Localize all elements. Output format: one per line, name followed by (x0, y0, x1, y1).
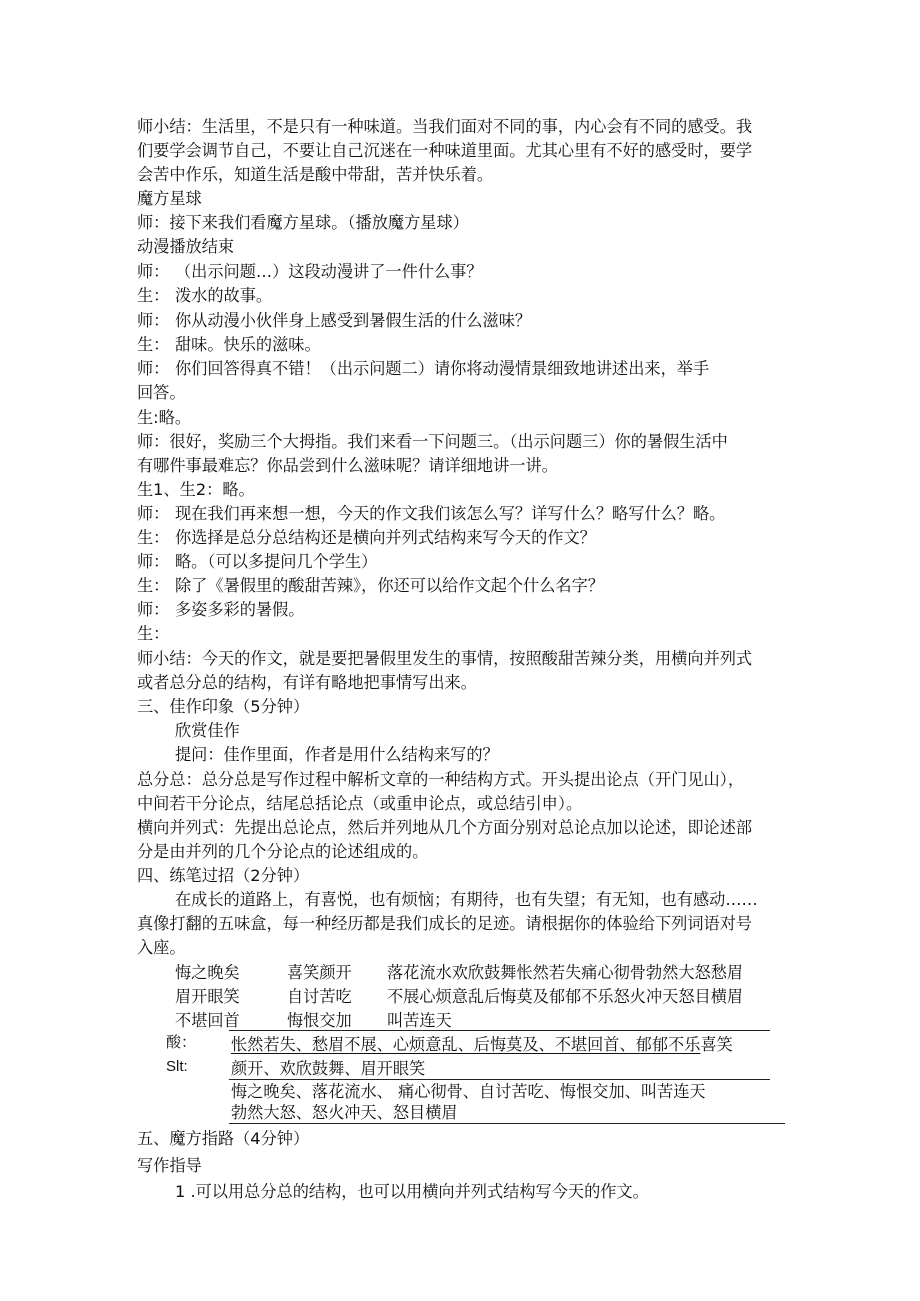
label-sweet: Slt: (166, 1058, 188, 1075)
dialogue-line (137, 284, 272, 308)
section4-para-line-1: 在成长的道路上，有喜悦，也有烦恼；有期待，也有失望；有无知，也有感动…… (175, 890, 758, 909)
dialogue-line (137, 309, 531, 333)
word-cell: 悔恨交加 (287, 1011, 352, 1030)
section4-para-line-2: 真像打翻的五味盒，每一种经历都是我们成长的足迹。请根据你的体验给下列词语对号 (137, 914, 753, 933)
dialogue-line (137, 260, 483, 284)
answer-sweet-start: 喜笑 (700, 1035, 733, 1054)
zfz-definition-line-1: 总分总：总分总是写作过程中解析文章的一种结构方式。开头提出论点（开门见山）， (137, 770, 745, 789)
section5-subheading: 写作指导 (137, 1156, 202, 1175)
dialogue-text: 你们回答得真不错！（出示问题二）请你将动漫情景细致地讲述出来，举手 (175, 359, 710, 378)
dialogue-text: 多姿多彩的暑假。 (175, 600, 305, 619)
students-answer-line: 生1、生2：略。 (137, 480, 255, 499)
table-rule (229, 1123, 785, 1124)
magic-planet-heading: 魔方星球 (137, 189, 202, 208)
word-cell: 落花流水欢欣鼓舞怅然若失痛心彻骨勃然大怒愁眉 (387, 963, 744, 982)
summary2-line-1: 师小结：今天的作文，就是要把暑假里发生的事情，按照酸甜苦辣分类，用横向并列式 (137, 649, 753, 668)
section3-heading: 三、佳作印象（5分钟） (137, 697, 310, 716)
section4-para-line-3: 入座。 (137, 938, 186, 957)
dialogue-line (137, 574, 604, 598)
parallel-definition-line-1: 横向并列式：先提出总论点，然后并列地从几个方面分别对总论点加以论述，即论述部 (137, 818, 753, 837)
teacher-play-line: 师：接下来我们看魔方星球。（播放魔方星球） (137, 213, 469, 232)
speaker-label: 师： (137, 262, 170, 281)
word-cell: 眉开眼笑 (175, 987, 240, 1006)
answer-continuation: 回答。 (137, 383, 186, 402)
dialogue-text: 现在我们再来想一想，今天的作文我们该怎么写？详写什么？略写什么？略。 (175, 504, 726, 523)
word-cell: 不展心烦意乱后悔莫及郁郁不乐怒火冲天怒目横眉 (387, 987, 744, 1006)
speaker-label: 生： (137, 576, 170, 595)
speaker-label: 师： (137, 359, 170, 378)
summary-line-3: 会苦中作乐，知道生活是酸中带甜，苦并快乐着。 (137, 165, 494, 184)
dialogue-line (137, 598, 305, 622)
summary-line-2: 们要学会调节自己，不要让自己沉迷在一种味道里面。尤其心里有不好的感受时，要学 (137, 141, 753, 160)
dialogue-line (137, 357, 709, 381)
answer-line-3: 悔之晚矣、落花流水、 痛心彻骨、自讨苦吃、悔恨交加、叫苦连天 (231, 1082, 706, 1101)
dialogue-text: （出示问题…）这段动漫讲了一件什么事？ (175, 262, 483, 281)
zfz-definition-line-2: 中间若干分论点，结尾总括论点（或重申论点，或总结引申）。 (137, 794, 583, 813)
speaker-label: 师： (137, 552, 170, 571)
speaker-label: 生： (137, 528, 170, 547)
answer-line-2: 颜开、欢欣鼓舞、眉开眼笑 (231, 1059, 426, 1078)
speaker-label: 师： (137, 311, 170, 330)
section3-question: 提问：佳作里面，作者是用什么结构来写的？ (175, 745, 499, 764)
word-cell: 喜笑颜开 (287, 963, 352, 982)
animation-end-line: 动漫播放结束 (137, 237, 235, 256)
speaker-label: 生： (137, 335, 170, 354)
speaker-label: 生： (137, 624, 170, 643)
dialogue-line (137, 333, 321, 357)
dialogue-text: 你选择是总分总结构还是横向并列式结构来写今天的作文？ (175, 528, 596, 547)
praise-line-2: 有哪件事最难忘？你品尝到什么滋味呢？请详细地讲一讲。 (137, 456, 558, 475)
answer-line-1 (231, 1033, 733, 1057)
word-cell: 叫苦连天 (387, 1011, 452, 1030)
table-rule (229, 1030, 770, 1031)
dialogue-line (137, 550, 377, 574)
answer-sour-words: 怅然若失、愁眉不展、心烦意乱、后悔莫及、不堪回首、郁郁不乐 (231, 1035, 701, 1054)
dialogue-line (137, 622, 175, 646)
dialogue-text: 你从动漫小伙伴身上感受到暑假生活的什么滋味？ (175, 311, 532, 330)
speaker-label: 师： (137, 600, 170, 619)
section5-item-1: 1 .可以用总分总的结构，也可以用横向并列式结构写今天的作文。 (175, 1182, 649, 1201)
dialogue-text: 略。（可以多提问几个学生） (175, 552, 378, 571)
answer-line-4: 勃然大怒、怒火冲天、怒目横眉 (231, 1103, 458, 1122)
speaker-label: 生： (137, 286, 170, 305)
parallel-definition-line-2: 分是由并列的几个分论点的论述组成的。 (137, 842, 429, 861)
section4-heading: 四、练笔过招（2分钟） (137, 866, 310, 885)
dialogue-line (137, 526, 596, 550)
summary2-line-2: 或者总分总的结构，有详有略地把事情写出来。 (137, 673, 477, 692)
dialogue-text: 除了《暑假里的酸甜苦辣》，你还可以给作文起个什么名字？ (175, 576, 604, 595)
dialogue-line (137, 502, 725, 526)
dialogue-text: 甜味。快乐的滋味。 (175, 335, 321, 354)
word-cell: 悔之晚矣 (175, 963, 240, 982)
student-brief-line: 生:略。 (137, 408, 192, 427)
section3-subheading: 欣赏佳作 (175, 721, 240, 740)
dialogue-text: 泼水的故事。 (175, 286, 273, 305)
word-cell: 不堪回首 (175, 1011, 240, 1030)
section5-heading: 五、魔方指路（4分钟） (137, 1129, 310, 1148)
label-sour: 酸： (166, 1034, 197, 1051)
praise-line-1: 师：很好，奖励三个大拇指。我们来看一下问题三。（出示问题三）你的暑假生活中 (137, 432, 728, 451)
word-cell: 自讨苦吃 (287, 987, 352, 1006)
summary-line-1: 师小结：生活里，不是只有一种味道。当我们面对不同的事，内心会有不同的感受。我 (137, 117, 753, 136)
speaker-label: 师： (137, 504, 170, 523)
